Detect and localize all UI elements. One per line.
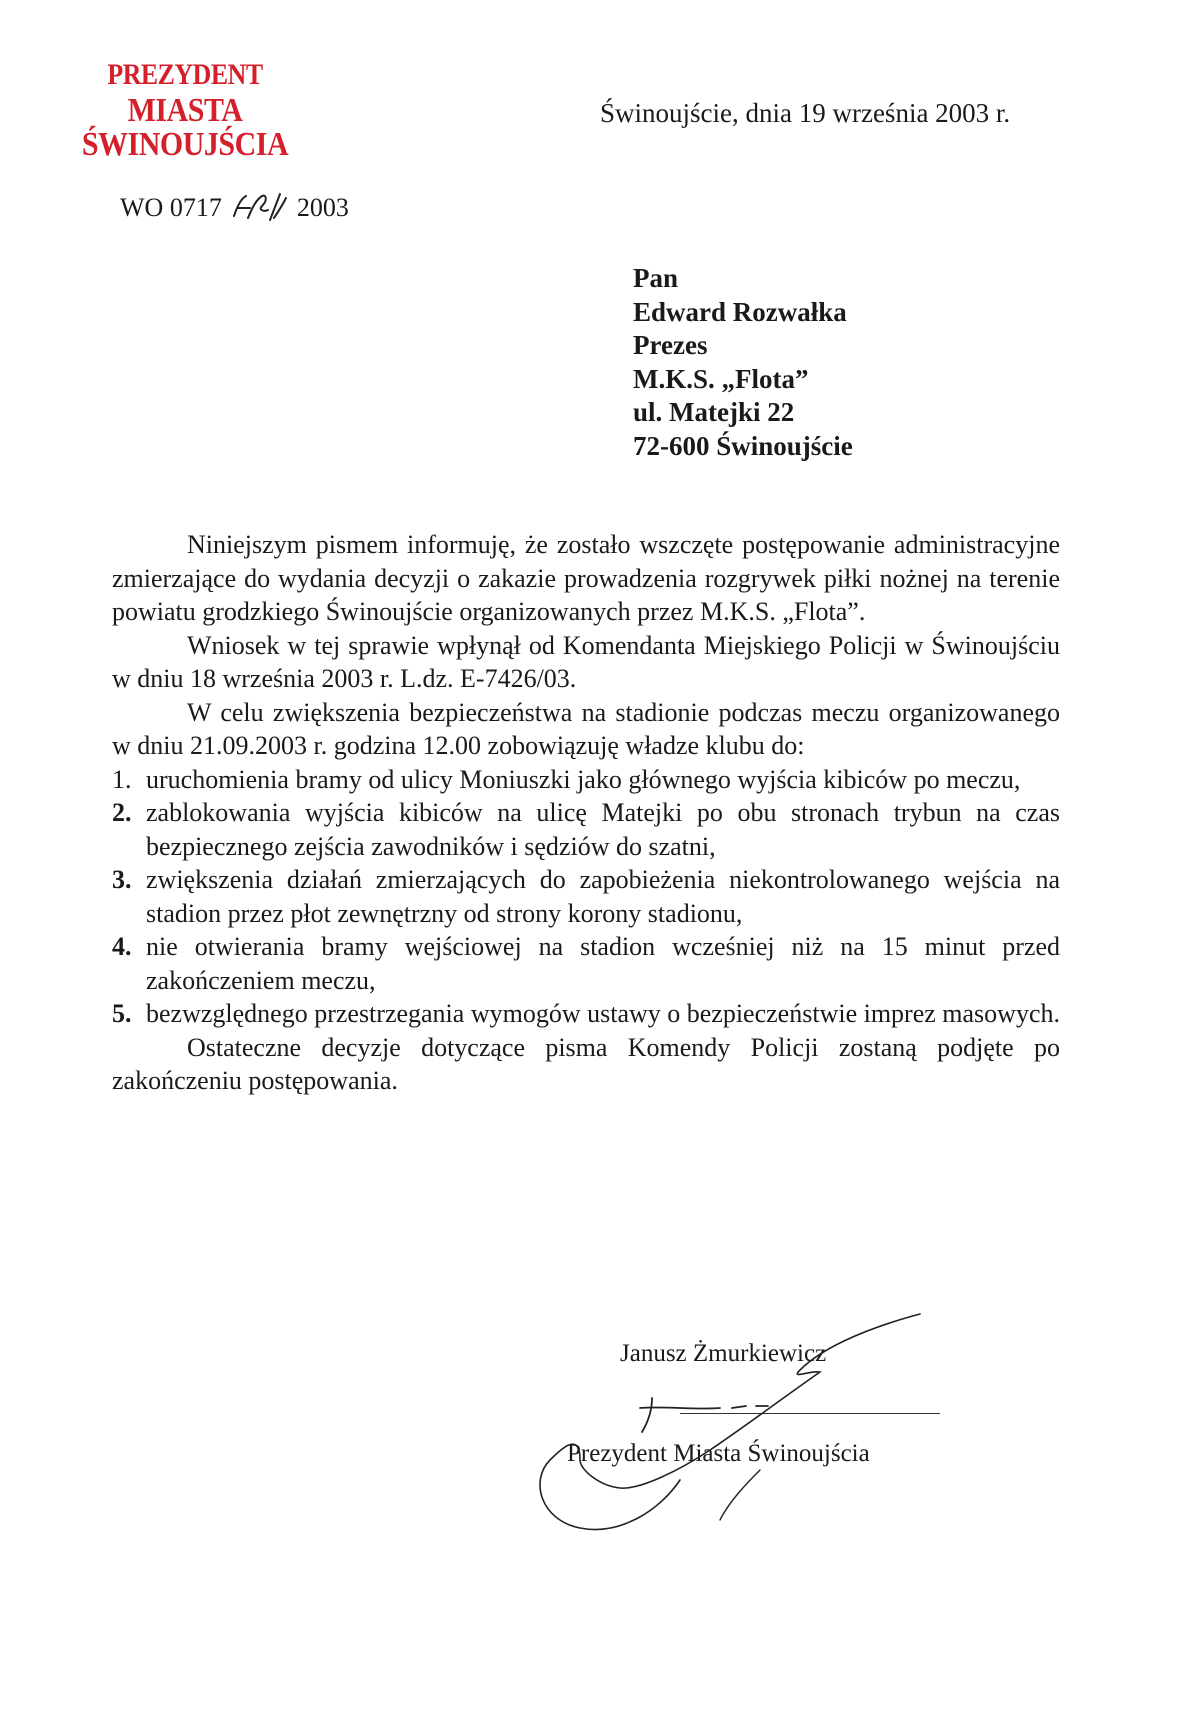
- reference-prefix: WO 0717: [120, 193, 222, 222]
- list-item-number: 4.: [112, 932, 132, 961]
- list-item: [112, 930, 1060, 997]
- list-item-text: nie otwierania bramy wejściowej na stadion wcześniej niż na 15 minut przed zakończeniem meczu,: [146, 932, 1060, 995]
- signer-name: Janusz Żmurkiewicz: [620, 1340, 827, 1367]
- list-item-text: bezwzględnego przestrzegania wymogów ustawy o bezpieczeństwie imprez masowych.: [146, 999, 1060, 1028]
- obligations-list: [112, 763, 1060, 1031]
- list-item: [112, 796, 1060, 863]
- recipient-salutation: Pan: [633, 263, 679, 293]
- list-item-number: 3.: [112, 865, 132, 894]
- recipient-position: Prezes: [633, 330, 708, 360]
- closing-paragraph: Ostateczne decyzje dotyczące pisma Komendy Policji zostaną podjęte po zakończeniu postępowania.: [112, 1032, 1060, 1095]
- letterhead: [40, 60, 330, 162]
- body-paragraph-2: Wniosek w tej sprawie wpłynął od Komendanta Miejskiego Policji w Świnoujściu w dniu 18 września 2003 r. L.dz. E-7426/03.: [112, 630, 1060, 693]
- signature-block: [520, 1310, 950, 1540]
- handwritten-number-mark: [228, 190, 290, 224]
- recipient-city: 72-600 Świnoujście: [633, 430, 853, 461]
- list-item-text: zwiększenia działań zmierzających do zapobieżenia niekontrolowanego wejścia na stadion przez płot zewnętrzny od strony korony stadionu,: [146, 865, 1060, 928]
- recipient-address: [633, 262, 853, 463]
- list-item: [112, 997, 1060, 1031]
- reference-number: [120, 190, 349, 224]
- list-item-text: uruchomienia bramy od ulicy Moniuszki jako głównego wyjścia kibiców po meczu,: [146, 764, 1021, 794]
- list-item-number: 1.: [112, 764, 132, 794]
- signature-line: [680, 1413, 940, 1414]
- letter-body: [112, 528, 1060, 1098]
- signer-title: Prezydent Miasta Świnoujścia: [567, 1440, 870, 1467]
- body-paragraph-3: W celu zwiększenia bezpieczeństwa na stadionie podczas meczu organizowanego w dniu 21.09.2003 r. godzina 12.00 zobowiązuję władze klubu do:: [112, 697, 1060, 760]
- letterhead-line1: PREZYDENT: [107, 58, 263, 91]
- list-item: [112, 863, 1060, 930]
- recipient-organization: M.K.S. „Flota”: [633, 363, 809, 394]
- list-item: [112, 763, 1060, 797]
- reference-suffix: 2003: [296, 193, 349, 222]
- recipient-name: Edward Rozwałka: [633, 296, 847, 327]
- body-paragraph-1: Niniejszym pismem informuję, że zostało wszczęte postępowanie administracyjne zmierzające do wydania decyzji o zakazie prowadzenia rozgrywek piłki nożnej na terenie powiatu grodzkiego Świnoujście organizowanych przez M.K.S. „Flota”.: [112, 530, 1060, 626]
- letter-date: Świnoujście, dnia 19 września 2003 r.: [600, 98, 1011, 128]
- recipient-street: ul. Matejki 22: [633, 397, 795, 427]
- list-item-number: 5.: [112, 999, 132, 1028]
- letterhead-line2: MIASTA ŚWINOUJŚCIA: [81, 92, 289, 163]
- list-item-text: zablokowania wyjścia kibiców na ulicę Matejki po obu stronach trybun na czas bezpiecznego zejścia zawodników i sędziów do szatni,: [146, 798, 1060, 861]
- list-item-number: 2.: [112, 798, 132, 827]
